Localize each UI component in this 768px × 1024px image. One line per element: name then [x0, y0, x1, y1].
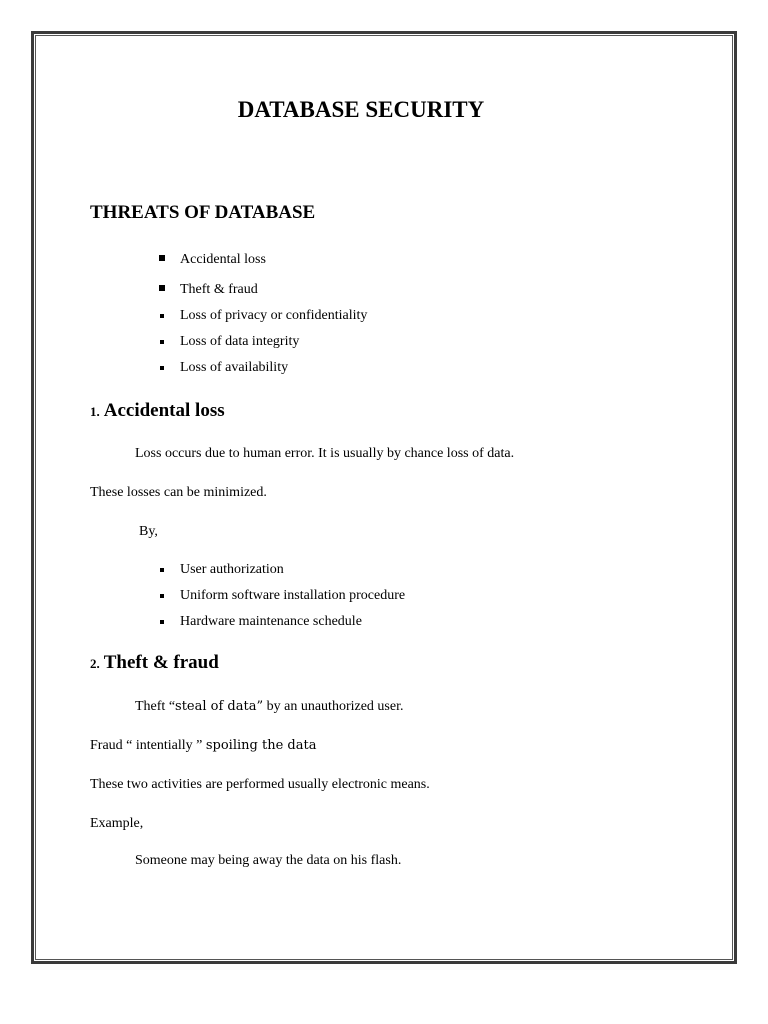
text-run: spoiling the data: [205, 738, 317, 753]
section2-heading: [90, 652, 219, 674]
text-run: Fraud “ intentially ”: [90, 738, 206, 753]
bullet-icon: [160, 340, 164, 344]
paragraph: Loss occurs due to human error. It is usually by chance loss of data.: [135, 446, 515, 461]
paragraph: Someone may being away the data on his flash.: [135, 853, 402, 868]
section-title: Accidental loss: [103, 400, 225, 421]
paragraph: [135, 699, 403, 715]
threat-item: Loss of availability: [180, 360, 289, 375]
section1-heading: [90, 400, 225, 422]
threat-item: Loss of data integrity: [180, 334, 300, 349]
list-item: User authorization: [180, 562, 284, 577]
bullet-icon: [160, 620, 164, 624]
paragraph: [90, 738, 316, 754]
text-run: steal of data”: [175, 699, 264, 714]
paragraph: These two activities are performed usually electronic means.: [90, 777, 430, 792]
section-number: 1.: [90, 404, 100, 419]
list-item: Hardware maintenance schedule: [180, 614, 362, 629]
section-title: Theft & fraud: [103, 652, 219, 673]
bullet-icon: [160, 568, 164, 572]
bullet-icon: [160, 366, 164, 370]
bullet-icon: [160, 314, 164, 318]
list-item: Uniform software installation procedure: [180, 588, 406, 603]
text-run: Theft “: [135, 699, 176, 714]
threat-item: Theft & fraud: [180, 282, 258, 297]
section-number: 2.: [90, 656, 100, 671]
document-title: DATABASE SECURITY: [237, 97, 485, 122]
bullet-icon: [159, 285, 165, 291]
text-run: by an unauthorized user.: [263, 699, 404, 714]
threat-item: Accidental loss: [180, 252, 266, 267]
bullet-icon: [159, 255, 165, 261]
paragraph: Example,: [90, 816, 144, 831]
bullet-icon: [160, 594, 164, 598]
paragraph: By,: [139, 524, 158, 539]
paragraph: These losses can be minimized.: [90, 485, 267, 500]
threats-heading: THREATS OF DATABASE: [90, 202, 316, 223]
threat-item: Loss of privacy or confidentiality: [180, 308, 368, 323]
